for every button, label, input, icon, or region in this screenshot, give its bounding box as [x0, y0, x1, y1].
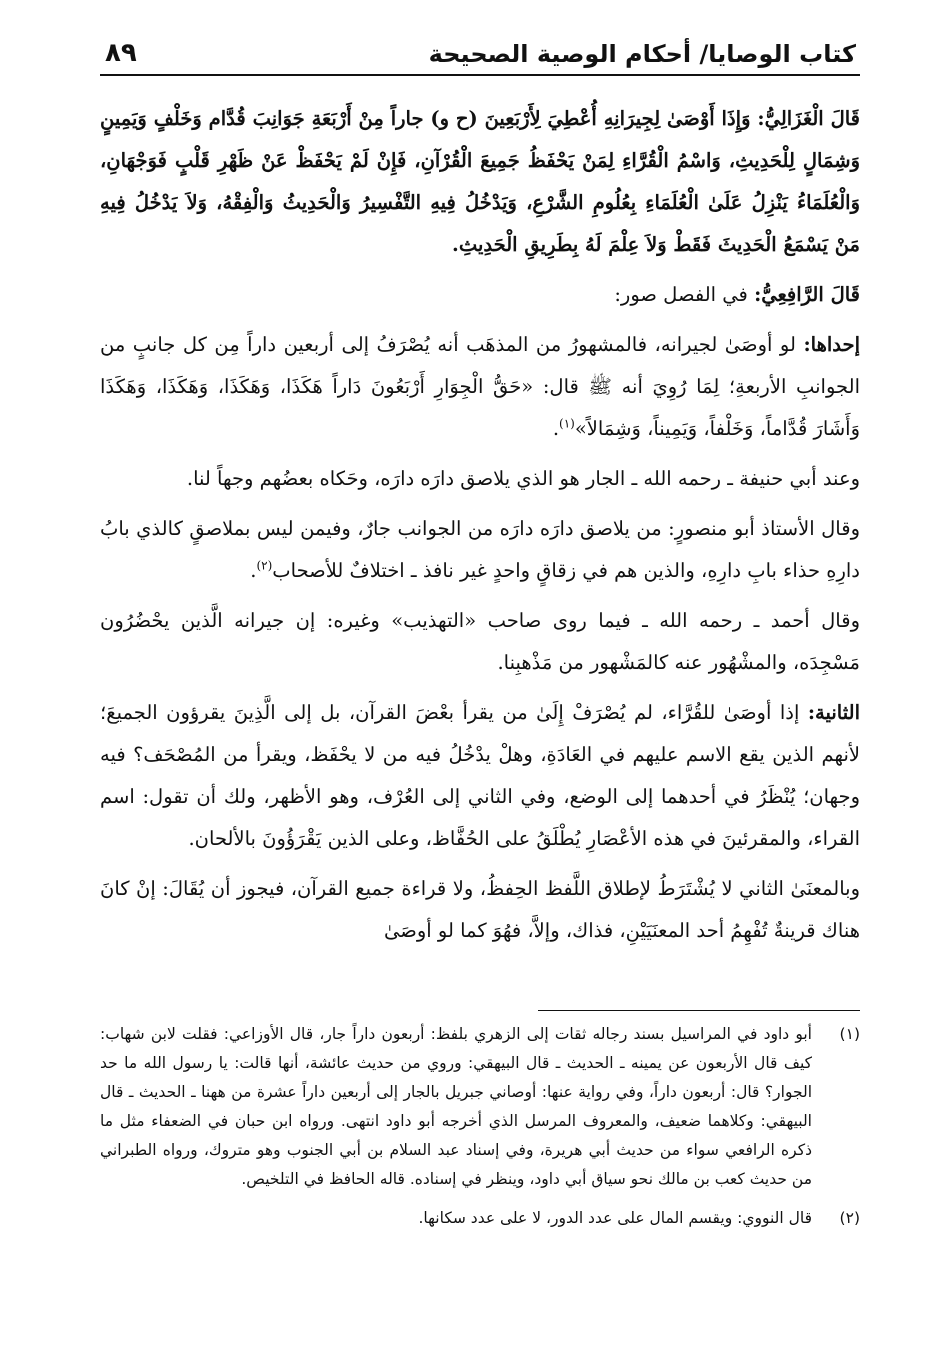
paragraph-text: لو أوصَىٰ لجيرانه، فالمشهورُ من المذهَب أنه يُصْرَفُ إلى أربعين داراً مِن كل جانبٍ من الجوانبِ الأربعةِ؛ لِمَا رُوِيَ أنه ﷺ قال: «حَقُّ الْجِوَارِ أَرْبَعُونَ دَاراً هَكَذَا، وَهَكَذَا، وَهَكَذَا، وَهَكَذَا وَأَشَارَ قُدَّاماً، وَخَلْفاً، وَيَمِيناً، وَشِمَالاً»: [100, 333, 860, 440]
main-text: [100, 98, 860, 960]
paragraph-ghazali: [100, 98, 860, 266]
paragraph-end: .: [552, 417, 560, 440]
footnote-number: (١): [839, 1025, 860, 1043]
speaker-label: قَالَ الرَّافِعِيُّ:: [754, 283, 860, 306]
footnotes: [100, 1020, 860, 1243]
footnote-2: [100, 1204, 860, 1233]
paragraph-first-case: [100, 324, 860, 450]
running-title: كتاب الوصايا/ أحكام الوصية الصحيحة: [428, 40, 856, 68]
page-number: ٨٩: [105, 38, 137, 68]
footnote-ref-1[interactable]: (١): [559, 416, 575, 431]
page-header: [105, 28, 856, 68]
paragraph-second-case: [100, 692, 860, 860]
case-label: الثانية:: [807, 701, 860, 724]
paragraph-text: وقال الأستاذ أبو منصورٍ: من يلاصق دارَه دارَه من الجوانب جارٌ، وفيمن ليس بملاصقٍ كالذي بابُ دارِهِ حذاء بابِ دارِهِ، والذين هم في زقاقٍ واحدٍ غير نافذ ـ اختلافٌ للأصحاب: [100, 517, 860, 582]
header-divider: [100, 74, 860, 76]
footnote-1: [100, 1020, 860, 1194]
paragraph-second-meaning: [100, 868, 860, 952]
paragraph-text: وقال أحمد ـ رحمه الله ـ فيما روى صاحب «التهذيب» وغيره: إن جيرانه الَّذين يحْضُرُون مَسْجِدَه، والمشْهُور عنه كالمَشْهور من مَذْهبِنا.: [100, 609, 860, 674]
paragraph-ahmad: [100, 600, 860, 684]
case-label: إحداها:: [803, 333, 861, 356]
paragraph-text: وبالمعنَىٰ الثاني لا يُشْتَرَطُ لإطلاق اللَّفظ الحِفظُ، ولا قراءة جميع القرآن، فيجوز أن يُقَالَ: إنْ كانَ هناك قرينةٌ تُفْهِمُ أحد المعنَيَيْنِ، فذاك، وإلاَّ، فهُوَ كما لو أوصَىٰ: [100, 877, 860, 942]
speaker-label: قَالَ الْغَزَالِيُّ:: [757, 107, 861, 130]
footnote-divider: [538, 1010, 860, 1011]
footnote-text: أبو داود في المراسيل بسند رجاله ثقات إلى الزهري بلفظ: أربعون داراً جار، قال الأوزاعي: فقلت لابن شهاب: كيف قال الأربعون عن يمينه ـ الحديث ـ قال البيهقي: وروي من حديث عائشة، أنها قالت: يا رسول الله ما حد الجوار؟ قال: أربعون داراً، وفي رواية عنها: أوصاني جبريل بالجار إلى أربعين داراً عشرة من ههنا ـ الحديث ـ قال البيهقي: وكلاهما ضعيف، والمعروف المرسل الذي أخرجه أبو داود انتهى. ورواه ابن حبان في الضعفاء مثل ما ذكره الرافعي سواء من حديث أبي هريرة، وفي إسناد عبد السلام بن أبي الجنوب وهو متروك، ورواه الطبراني من حديث كعب بن مالك نحو سياق أبي داود، وينظر في إسناده. قاله الحافظ في التلخيص.: [100, 1025, 812, 1188]
footnote-ref-2[interactable]: (٢): [256, 558, 273, 573]
footnote-number: (٢): [839, 1209, 860, 1227]
paragraph-end: .: [250, 559, 257, 582]
footnote-text: قال النووي: ويقسم المال على عدد الدور، لا على عدد سكانها.: [418, 1209, 812, 1227]
paragraph-text: في الفصل صور:: [614, 283, 748, 306]
paragraph-text: وَإِذَا أَوْصَىٰ لِجِيرَانِهِ أُعْطِيَ لِأَرْبَعِينَ (ح و) جاراً مِنْ أَرْبَعَةِ جَوَانِبَ قُدَّام وَخَلْفٍ وَيَمِينٍ وَشِمَالٍ لِلْحَدِيثِ، وَاسْمُ الْقُرَّاءِ لِمَنْ يَحْفَظُ جَمِيعَ الْقُرْآنِ، فَإِنْ لَمْ يَحْفَظْ عَنْ ظَهْرِ قَلْبٍ فَوَجْهَانِ، وَالْعُلَمَاءُ يَنْزِلُ عَلَىٰ الْعُلَمَاءِ بِعُلُومِ الشَّرْعِ، وَيَدْخُلُ فِيهِ التَّفْسِيرُ وَالْحَدِيثُ وَالْفِقْهُ، وَلاَ يَدْخُلُ فِيهِ مَنْ يَسْمَعُ الْحَدِيثَ فَقَطْ وَلاَ عِلْمَ لَهُ بِطَرِيقِ الْحَدِيثِ.: [100, 107, 860, 256]
paragraph-text: إذا أوصَىٰ للقُرَّاء، لم يُصْرَفْ إِلَىٰ من يقرأ بعْضَ القرآن، بل إلى الَّذِينَ يقرؤون الجميعَ؛ لأنهم الذين يقع الاسم عليهم في العَادَةِ، وهلْ يدْخُلُ فيه من لا يحْفَظ، ويقرأ من المُصْحَف؟ فيه وجهان؛ يُنْظَرُ في أحدهما إلى الوضع، وفي الثاني إلى العُرْف، وهو الأظهر، ولك أن تقول: اسم القراء، والمقرئينَ في هذه الأعْصَارِ يُطْلَقُ على الحُفَّاظ، وعلى الذين يَقْرَؤُونَ بالألحان.: [100, 701, 860, 850]
paragraph-text: وعند أبي حنيفة ـ رحمه الله ـ الجار هو الذي يلاصق دارَه دارَه، وحَكاه بعضُهم وجهاً لنا.: [186, 467, 860, 490]
paragraph-abu-mansur: [100, 508, 860, 592]
paragraph-rafii: [100, 274, 860, 316]
paragraph-abu-hanifa: [100, 458, 860, 500]
